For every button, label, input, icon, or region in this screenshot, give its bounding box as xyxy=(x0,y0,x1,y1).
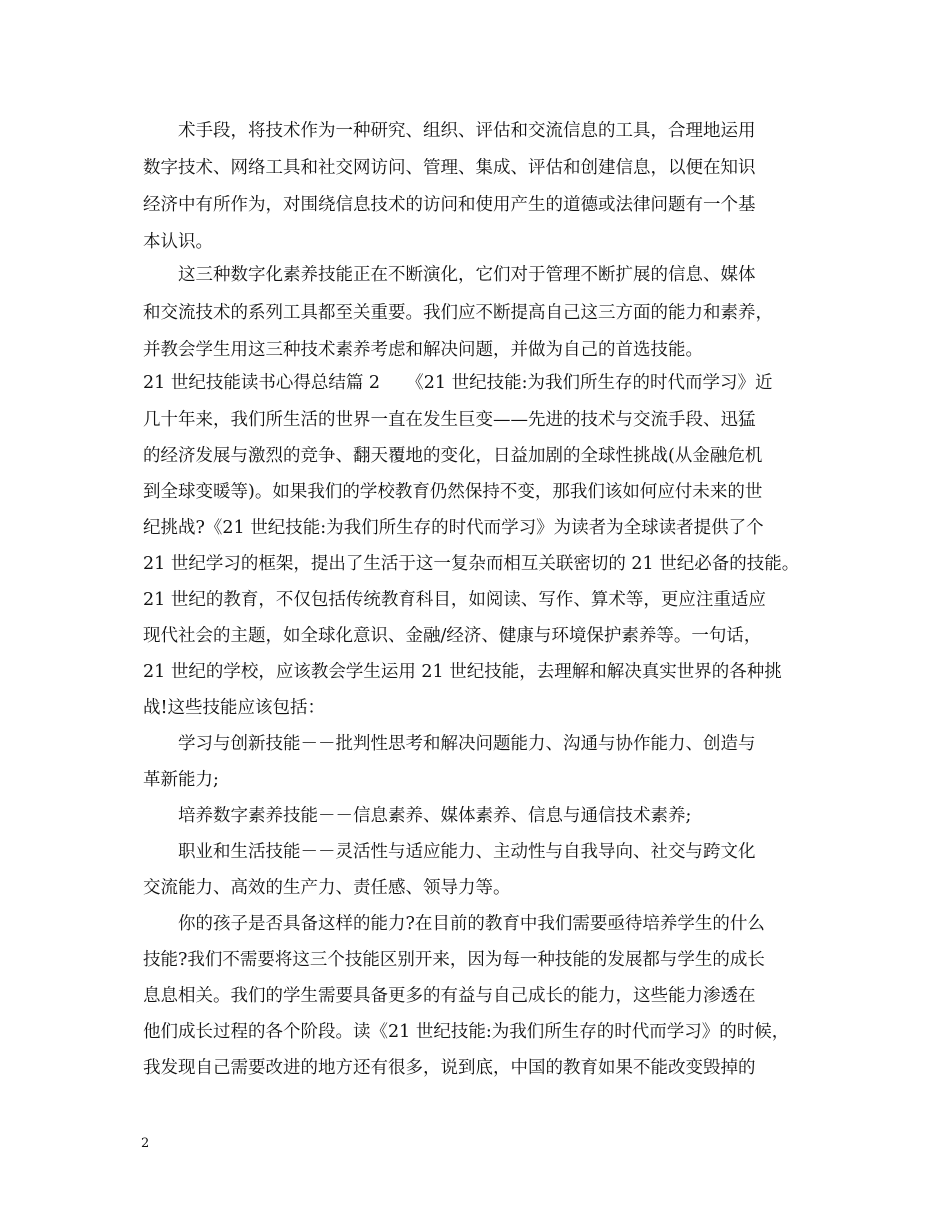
text-line-20: 培养数字素养技能－－信息素养、媒体素养、信息与通信技术素养; xyxy=(178,806,692,826)
page-number: 2 xyxy=(141,1136,150,1151)
text-line-17: 战!这些技能应该包括： xyxy=(143,698,326,718)
text-line-8-section-heading: 21 世纪技能读书心得总结篇 2 《21 世纪技能:为我们所生存的时代而学习》近 xyxy=(143,373,773,393)
text-line-2: 数字技术、网络工具和社交网访问、管理、集成、评估和创建信息，以便在知识 xyxy=(143,158,756,178)
text-line-25: 息息相关。我们的学生需要具备更多的有益与自己成长的能力，这些能力渗透在 xyxy=(143,986,756,1006)
text-line-1: 术手段，将技术作为一种研究、组织、评估和交流信息的工具，合理地运用 xyxy=(178,121,756,141)
text-line-9: 几十年来，我们所生活的世界一直在发生巨变——先进的技术与交流手段、迅猛 xyxy=(143,410,756,430)
text-line-5: 这三种数字化素养技能正在不断演化，它们对于管理不断扩展的信息、媒体 xyxy=(178,265,756,285)
text-line-12: 纪挑战?《21 世纪技能:为我们所生存的时代而学习》为读者为全球读者提供了个 xyxy=(143,518,764,538)
text-line-6: 和交流技术的系列工具都至关重要。我们应不断提高自己这三方面的能力和素养， xyxy=(143,303,773,323)
text-line-4: 本认识。 xyxy=(143,232,213,252)
text-line-21: 职业和生活技能－－灵活性与适应能力、主动性与自我导向、社交与跨文化 xyxy=(178,842,756,862)
text-line-7: 并教会学生用这三种技术素养考虑和解决问题，并做为自己的首选技能。 xyxy=(143,340,703,360)
text-line-3: 经济中有所作为，对围绕信息技术的访问和使用产生的道德或法律问题有一个基 xyxy=(143,195,756,215)
text-line-13: 21 世纪学习的框架，提出了生活于这一复杂而相互关联密切的 21 世纪必备的技能。 xyxy=(143,554,800,574)
text-line-15: 现代社会的主题，如全球化意识、金融/经济、健康与环境保护素养等。一句话， xyxy=(143,626,762,646)
text-line-24: 技能?我们不需要将这三个技能区别开来，因为每一种技能的发展都与学生的成长 xyxy=(143,950,765,970)
text-line-10: 的经济发展与激烈的竞争、翻天覆地的变化，日益加剧的全球性挑战(从金融危机 xyxy=(143,446,763,466)
text-line-18: 学习与创新技能－－批判性思考和解决问题能力、沟通与协作能力、创造与 xyxy=(178,734,756,754)
text-line-22: 交流能力、高效的生产力、责任感、领导力等。 xyxy=(143,878,511,898)
text-line-27: 我发现自己需要改进的地方还有很多，说到底，中国的教育如果不能改变毁掉的 xyxy=(143,1058,756,1078)
text-line-19: 革新能力; xyxy=(143,770,219,790)
text-line-16: 21 世纪的学校，应该教会学生运用 21 世纪技能，去理解和解决真实世界的各种挑 xyxy=(143,662,782,682)
text-line-11: 到全球变暖等)。如果我们的学校教育仍然保持不变，那我们该如何应付未来的世 xyxy=(143,482,763,502)
text-line-26: 他们成长过程的各个阶段。读《21 世纪技能:为我们所生存的时代而学习》的时候， xyxy=(143,1022,790,1042)
text-line-23: 你的孩子是否具备这样的能力?在目前的教育中我们需要亟待培养学生的什么 xyxy=(178,914,765,934)
text-line-14: 21 世纪的教育，不仅包括传统教育科目，如阅读、写作、算术等，更应注重适应 xyxy=(143,590,766,610)
